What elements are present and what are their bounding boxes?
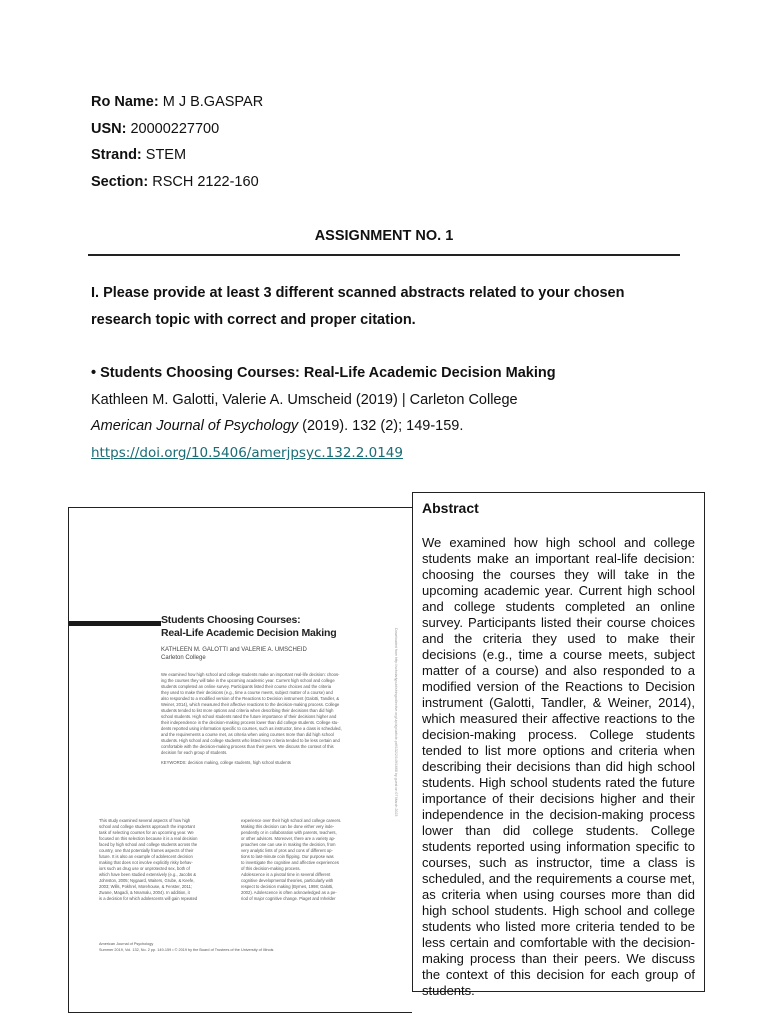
scan-abstract-line: ing the courses they will take in the upcoming academic year. Current high school and college <box>161 678 335 683</box>
scan-abstract-line: also responded to a modified version of the Reactions to Decision instrument (Galotti, Tandler, & <box>161 696 339 701</box>
scan-abstract-line: Weiner, 2014), which measured their affective reactions to the decision-making process. College <box>161 702 340 707</box>
scan-keywords: KEYWORDS: decision making, college students, high school students <box>161 760 291 765</box>
scan-col1-line: Zwane, Magadi, & Nnamalu, 2004). In addition, it <box>99 890 190 895</box>
scan-abstract-line: school students. High school students rated the future importance of their decisions higher and <box>161 714 337 719</box>
scan-col2-line: pendently or in collaboration with parents, teachers, <box>241 830 337 835</box>
scan-abstract-line: students. High school and college students who listed more criteria tended to be less certain and <box>161 738 340 743</box>
usn-line <box>91 119 219 139</box>
scan-title-line-1: Students Choosing Courses: <box>161 614 301 626</box>
abstract-heading: Abstract <box>422 500 479 516</box>
citation-authors: Kathleen M. Galotti, Valerie A. Umscheid (2019) | Carleton College <box>91 392 518 408</box>
strand-value: STEM <box>145 147 187 163</box>
scan-download-note: Downloaded from http://scholarlypublishingcollective.org/uip/ajp/article-pdf/132/2/149/1668 by guest on 07 March 2023 <box>394 628 398 817</box>
scan-abstract-line: they used to make their decisions (e.g., time a course meets, subject matter of a course) and <box>161 690 333 695</box>
usn-value: 20000227700 <box>130 121 220 137</box>
scan-abstract-line: their independence in the decision-making process lower than did college students. College stu- <box>161 720 339 725</box>
scan-abstract-line: comfortable with the decision-making process than their peers. We discuss the context of this <box>161 744 334 749</box>
citation-journal-details: (2019). 132 (2); 149-159. <box>298 418 464 434</box>
scan-col2-line: of this decision-making process. <box>241 866 301 871</box>
scan-col2-line: experience over their high school and college careers. <box>241 818 342 823</box>
strand-line <box>91 145 186 165</box>
scan-abstract-line: decision for each group of students. <box>161 750 228 755</box>
strand-label: Strand: <box>91 147 142 163</box>
scan-col1-line: iors such as drug use or unprotected sex, both of <box>99 866 190 871</box>
abstract-body: We examined how high school and college students make an important real-life decision: choosing the courses they will take in the upcoming academic year. Current high school and college students completed an online survey. Participants listed their course choices and the criteria they used to make their decisions (e.g., time a course meets, subject matter of a course) and also responded to a modified version of the Reactions to Decision instrument (Galotti, Tandler, & Weiner, 2014), which measured their affective reactions to the decision-making process. College students tended to list more options and criteria when describing their decisions than did high school students. High school students rated the future importance of their decisions higher and their independence in the decision-making process lower than did college students. College students reported using information specific to courses, such as instructor, time a class is scheduled, and the requirements a course met, as criteria when using courses more than did high school students. High school and college students who listed more criteria tended to be less certain and comfortable with the decision-making process than their peers. We discuss the context of this decision for each group of students. <box>422 535 695 998</box>
scan-abstract-line: and the requirements a course met, as criteria when using courses more than did high school <box>161 732 334 737</box>
name-label: Ro Name: <box>91 94 159 110</box>
scan-col2-line: 2002). Adolescence is often acknowledged as a pe- <box>241 890 337 895</box>
name-value: M J B.GASPAR <box>162 94 264 110</box>
scan-col2-line: proaches one can use in making the decision, from <box>241 842 336 847</box>
scan-authors-block <box>161 646 307 662</box>
name-line <box>91 92 263 112</box>
scan-col1-line: is a decision for which adolescents will gain repeated <box>99 896 198 901</box>
scan-col1-line: school and college students approach the important <box>99 824 195 829</box>
doi-link[interactable]: https://doi.org/10.5406/amerjpsyc.132.2.0149 <box>91 445 403 461</box>
scan-column-1 <box>99 818 224 902</box>
scan-title-bar <box>69 621 161 626</box>
scan-title-line-2: Real-Life Academic Decision Making <box>161 627 337 639</box>
scan-col1-line: making that does not involve explicitly risky behav- <box>99 860 193 865</box>
scan-col1-line: future. It is also an example of adolescent decision <box>99 854 193 859</box>
scan-footer-details: Summer 2019, Vol. 132, No. 2 pp. 149-159 • © 2019 by the Board of Trustees of the University of Illinois <box>99 948 274 952</box>
scan-col2-line: respect to decision making (Byrnes, 1998; Galotti, <box>241 884 334 889</box>
scan-col1-line: faced by high school and college students across the <box>99 842 198 847</box>
citation-title: • Students Choosing Courses: Real-Life Academic Decision Making <box>91 365 556 381</box>
scan-col2-line: to investigate the cognitive and affective experiences <box>241 860 339 865</box>
scan-col2-line: very analytic lists of pros and cons of different op- <box>241 848 333 853</box>
scan-abstract-line: students tended to list more options and criteria when describing their decisions than did high <box>161 708 334 713</box>
scan-col1-line: This study examined several aspects of how high <box>99 818 191 823</box>
scan-col2-line: riod of major cognitive change. Piaget and Inhelder <box>241 896 336 901</box>
section-line <box>91 172 259 192</box>
scan-col1-line: 2003; Wills, Pokhrel, Morehouse, & Fenster, 2011; <box>99 884 193 889</box>
scan-col1-line: country, one that potentially frames aspects of their <box>99 848 194 853</box>
instruction-line-2: research topic with correct and proper citation. <box>91 312 416 328</box>
usn-label: USN: <box>91 121 127 137</box>
scan-title <box>161 614 336 640</box>
section-value: RSCH 2122-160 <box>152 174 259 190</box>
title-divider <box>88 254 680 256</box>
scan-footer-journal: American Journal of Psychology <box>99 942 154 946</box>
scan-col2-line: Adolescence is a pivotal time in several different <box>241 872 331 877</box>
scan-col1-line: focused on this selection because it is a real decision <box>99 836 198 841</box>
scan-abstract-line: dents reported using information specific to courses, such as instructor, time a class is scheduled, <box>161 726 342 731</box>
scan-abstract-line: students completed an online survey. Participants listed their course choices and the criteria <box>161 684 332 689</box>
instruction-line-1: I. Please provide at least 3 different scanned abstracts related to your chosen <box>91 285 625 301</box>
assignment-title: ASSIGNMENT NO. 1 <box>314 228 454 244</box>
scan-col1-line: which have been studied extensively (e.g., Jacobs & <box>99 872 197 877</box>
citation-journal-line <box>91 416 463 436</box>
scan-abstract <box>161 672 371 766</box>
scan-authors: KATHLEEN M. GALOTTI and VALERIE A. UMSCHEID <box>161 647 307 653</box>
citation-doi-line <box>91 443 403 463</box>
scan-col2-line: Making this decision can be done either very inde- <box>241 824 335 829</box>
scan-abstract-line: We examined how high school and college students make an important real-life decision: choos- <box>161 672 340 677</box>
abstract-box <box>412 492 705 998</box>
section-label: Section: <box>91 174 149 190</box>
citation-journal: American Journal of Psychology <box>91 418 299 434</box>
scan-col2-line: tions to last-minute coin flipping. Our purpose was <box>241 854 334 859</box>
scan-col2-line: or other advisors. Moreover, there are a variety ap- <box>241 836 336 841</box>
scanned-page <box>68 507 412 1013</box>
scan-col1-line: Johnston, 2005; Nygaard, Waiters, Grube, & Keefe, <box>99 878 195 883</box>
scan-affiliation: Carleton College <box>161 655 206 661</box>
scan-footer <box>99 941 273 953</box>
scan-col2-line: cognitive developmental theories, particularly with <box>241 878 334 883</box>
scan-col1-line: task of selecting courses for an upcoming year. We <box>99 830 194 835</box>
scan-column-2 <box>241 818 371 902</box>
